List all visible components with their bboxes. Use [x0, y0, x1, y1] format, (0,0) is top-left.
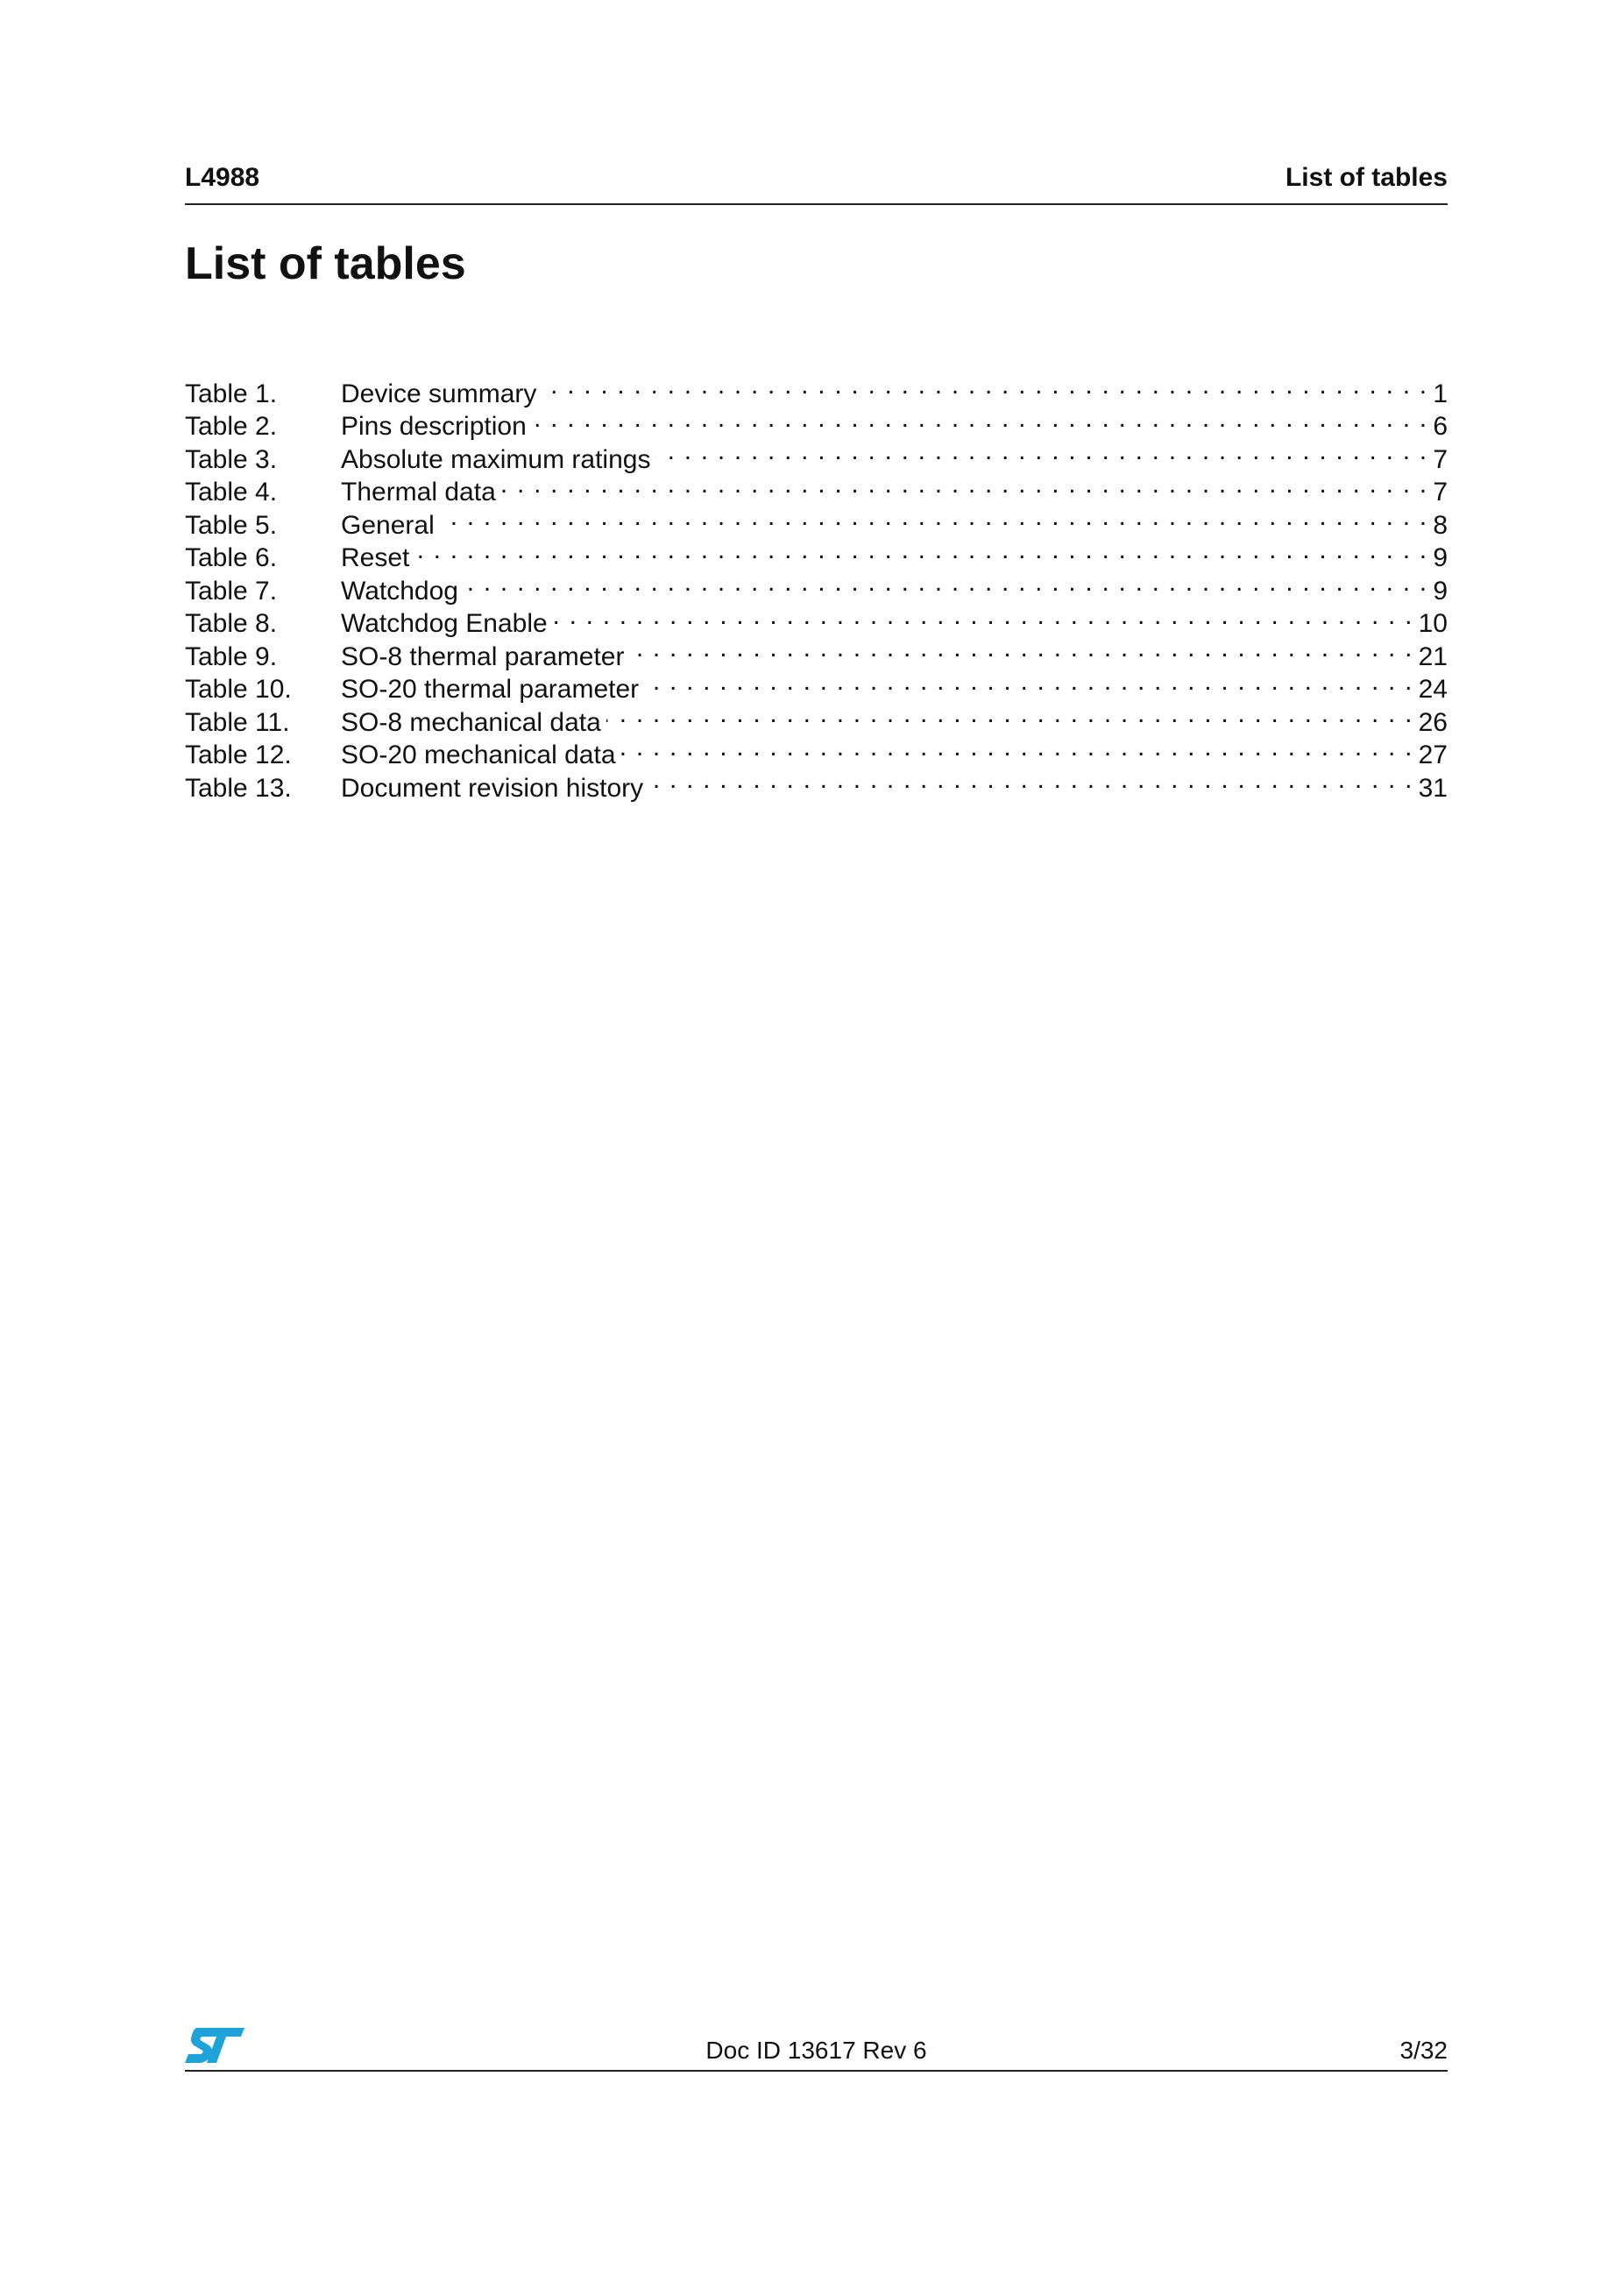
toc-entry-number: Table 10.	[185, 675, 292, 704]
toc-entry-number: Table 8.	[185, 609, 278, 638]
toc-entry-page: 31	[1418, 773, 1448, 803]
toc-entry-number: Table 7.	[185, 576, 278, 606]
toc-entry-number: Table 2.	[185, 412, 278, 441]
page-footer	[185, 2030, 1448, 2065]
toc-entry-number: Table 13.	[185, 773, 292, 803]
toc-entry-page: 7	[1433, 478, 1448, 507]
toc-dot-leader	[644, 665, 1413, 698]
toc-dot-leader	[553, 599, 1413, 633]
header-doc-name: L4988	[185, 163, 260, 192]
toc-entry-page: 9	[1433, 543, 1448, 572]
toc-dot-leader	[532, 402, 1428, 436]
toc-dot-leader	[606, 698, 1413, 731]
toc-entry-title: General	[341, 510, 435, 540]
toc-entry-page: 7	[1433, 444, 1448, 474]
toc-entry-page: 8	[1433, 510, 1448, 540]
toc-dot-leader	[414, 534, 1427, 567]
toc-entry-title: SO-20 mechanical data	[341, 741, 616, 769]
toc-dot-leader	[655, 435, 1427, 468]
toc-entry-page: 10	[1418, 609, 1448, 638]
header-divider	[185, 203, 1448, 205]
toc-dot-leader	[440, 500, 1428, 534]
toc-entry-title: Reset	[341, 543, 410, 572]
page-title: List of tables	[185, 238, 466, 289]
toc-entry-number: Table 1.	[185, 379, 278, 408]
footer-doc-id: Doc ID 13617 Rev 6	[705, 2037, 927, 2064]
toc-entry-page: 1	[1433, 379, 1448, 408]
toc-entry-number: Table 3.	[185, 444, 278, 474]
toc-entry-page: 26	[1418, 707, 1448, 737]
toc-entry-title: SO-20 thermal parameter	[341, 675, 640, 704]
toc-dot-leader	[501, 468, 1428, 501]
toc-entry-page: 9	[1433, 576, 1448, 606]
toc-entry-page: 27	[1418, 741, 1448, 769]
toc-dot-leader	[542, 369, 1427, 402]
toc-entry-title: Watchdog Enable	[341, 609, 548, 638]
footer-page-number: 3/32	[1399, 2037, 1448, 2064]
toc-dot-leader	[648, 763, 1413, 797]
toc-entry-page: 21	[1418, 641, 1448, 671]
toc-dot-leader	[621, 731, 1413, 764]
toc-entry-title: Device summary	[341, 379, 537, 408]
toc-entry-title: SO-8 mechanical data	[341, 707, 601, 737]
toc-entry-page: 24	[1418, 675, 1448, 704]
table-of-contents	[185, 369, 1448, 803]
toc-entry-title: SO-8 thermal parameter	[341, 641, 625, 671]
toc-entry-number: Table 9.	[185, 641, 278, 671]
toc-entry-number: Table 12.	[185, 741, 292, 769]
toc-entry[interactable]	[185, 369, 1448, 408]
footer-divider	[185, 2070, 1448, 2072]
toc-entry-number: Table 6.	[185, 543, 278, 572]
toc-entry-page: 6	[1433, 412, 1448, 441]
page-header	[185, 160, 1448, 195]
toc-dot-leader	[629, 632, 1413, 665]
toc-dot-leader	[464, 566, 1427, 599]
toc-entry-title: Absolute maximum ratings	[341, 444, 651, 474]
toc-entry-title: Thermal data	[341, 478, 496, 507]
header-section-name: List of tables	[1285, 163, 1448, 192]
toc-entry-number: Table 11.	[185, 707, 290, 737]
toc-entry-title: Pins description	[341, 412, 527, 441]
toc-entry-number: Table 4.	[185, 478, 278, 507]
toc-entry-number: Table 5.	[185, 510, 278, 540]
toc-entry-title: Watchdog	[341, 576, 458, 606]
toc-entry-title: Document revision history	[341, 773, 644, 803]
